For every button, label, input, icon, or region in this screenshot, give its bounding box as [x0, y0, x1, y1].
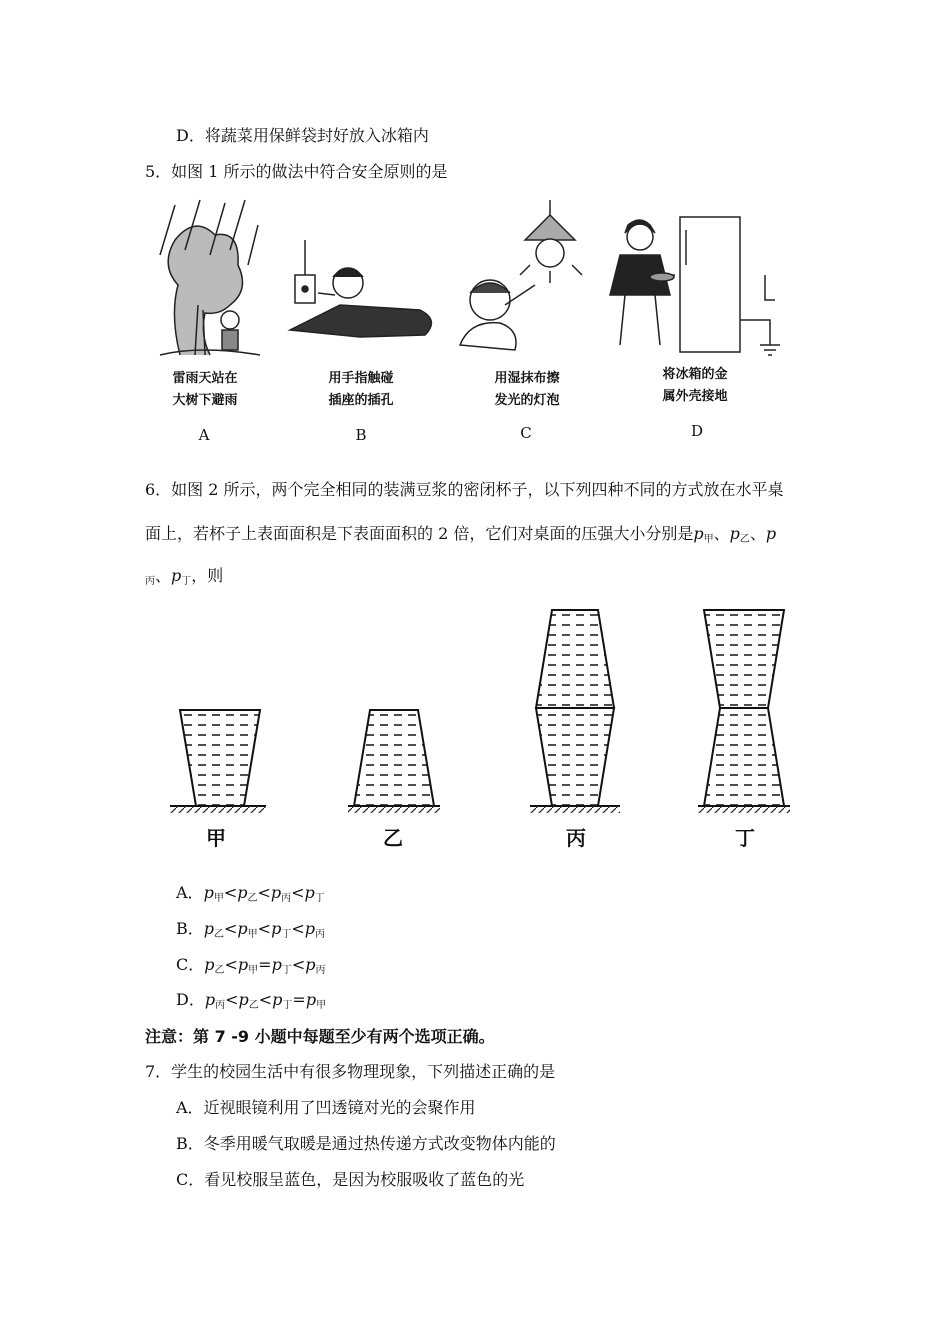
- figure-letter-c: C: [520, 424, 532, 442]
- tree-in-rain-illustration: [160, 200, 260, 355]
- cup-label-ding: 丁: [735, 826, 755, 850]
- caption-a-line2: 大树下避雨: [172, 393, 238, 408]
- cup-jia: [170, 710, 266, 813]
- cup-label-yi: 乙: [383, 826, 403, 850]
- caption-d: [650, 364, 740, 408]
- cup-label-jia: 甲: [206, 826, 226, 850]
- caption-a-line1: 雷雨天站在: [172, 371, 238, 386]
- multi-answer-note: 注意：第 7 -9 小题中每题至少有两个选项正确。: [145, 1027, 495, 1046]
- cup-label-bing: 丙: [566, 826, 586, 850]
- q6-stem-tail: ，则: [191, 566, 224, 585]
- p-ding: $p_丁$: [171, 566, 192, 587]
- figure-letter-d: D: [690, 422, 704, 440]
- q7-option-c: C．看见校服呈蓝色，是因为校服吸收了蓝色的光: [176, 1170, 525, 1189]
- caption-d-line2: 属外壳接地: [662, 389, 728, 404]
- figure-2-cups: [0, 600, 950, 840]
- q4-option-d: D．将蔬菜用保鲜袋封好放入冰箱内: [176, 126, 429, 145]
- q6-option-d: D．$p_丙<p_乙<p_丁=p_甲$: [176, 990, 327, 1011]
- q5-stem: 5．如图 1 所示的做法中符合安全原则的是: [145, 162, 448, 181]
- p-jia: $p_甲$: [693, 524, 714, 545]
- q7-option-b: B．冬季用暖气取暖是通过热传递方式改变物体内能的: [176, 1134, 556, 1153]
- q7-option-a: A．近视眼镜利用了凹透镜对光的会聚作用: [176, 1098, 476, 1117]
- figure-letter-b: B: [355, 426, 367, 444]
- p-bing-start: p: [765, 524, 777, 543]
- fridge-grounding-illustration: [610, 217, 780, 355]
- caption-c-line1: 用湿抹布擦: [494, 371, 560, 386]
- cup-yi: [348, 710, 440, 813]
- q6-stem-line2: 面上，若杯子上表面面积是下表面面积的 2 倍，它们对桌面的压强大小分别是$p_甲$、$p_乙$、p: [145, 524, 777, 545]
- caption-c: [482, 368, 572, 412]
- caption-b-line1: 用手指触碰: [328, 371, 394, 386]
- boy-wiping-bulb-illustration: [460, 200, 582, 350]
- figure-letter-a: A: [198, 426, 210, 444]
- p-yi: $p_乙$: [729, 524, 750, 545]
- q6-stem-line3: $_丙$、$p_丁$，则: [145, 566, 224, 587]
- q6-option-b: B．$p_乙<p_甲<p_丁<p_丙$: [176, 919, 325, 940]
- caption-b: [316, 368, 406, 412]
- q6-stem-line2-text: 面上，若杯子上表面面积是下表面面积的 2 倍，它们对桌面的压强大小分别是: [145, 524, 694, 543]
- cup-ding: [698, 610, 790, 813]
- caption-d-line1: 将冰箱的金: [662, 367, 728, 382]
- cup-bing: [530, 610, 620, 813]
- caption-c-line2: 发光的灯泡: [494, 393, 560, 408]
- sub-bing: 丙: [145, 576, 155, 587]
- figure-1-illustrations: [0, 195, 950, 365]
- q6-stem-line1: 6．如图 2 所示，两个完全相同的装满豆浆的密闭杯子，以下列四种不同的方式放在水平桌: [145, 480, 784, 499]
- caption-a: [160, 368, 250, 412]
- q6-option-a: A．$p_甲<p_乙<p_丙<p_丁$: [176, 883, 325, 904]
- q7-stem: 7．学生的校园生活中有很多物理现象，下列描述正确的是: [145, 1062, 556, 1081]
- caption-b-line2: 插座的插孔: [328, 393, 394, 408]
- child-touching-socket-illustration: [290, 240, 431, 337]
- q6-option-c: C．$p_乙<p_甲=p_丁<p_丙$: [176, 955, 326, 976]
